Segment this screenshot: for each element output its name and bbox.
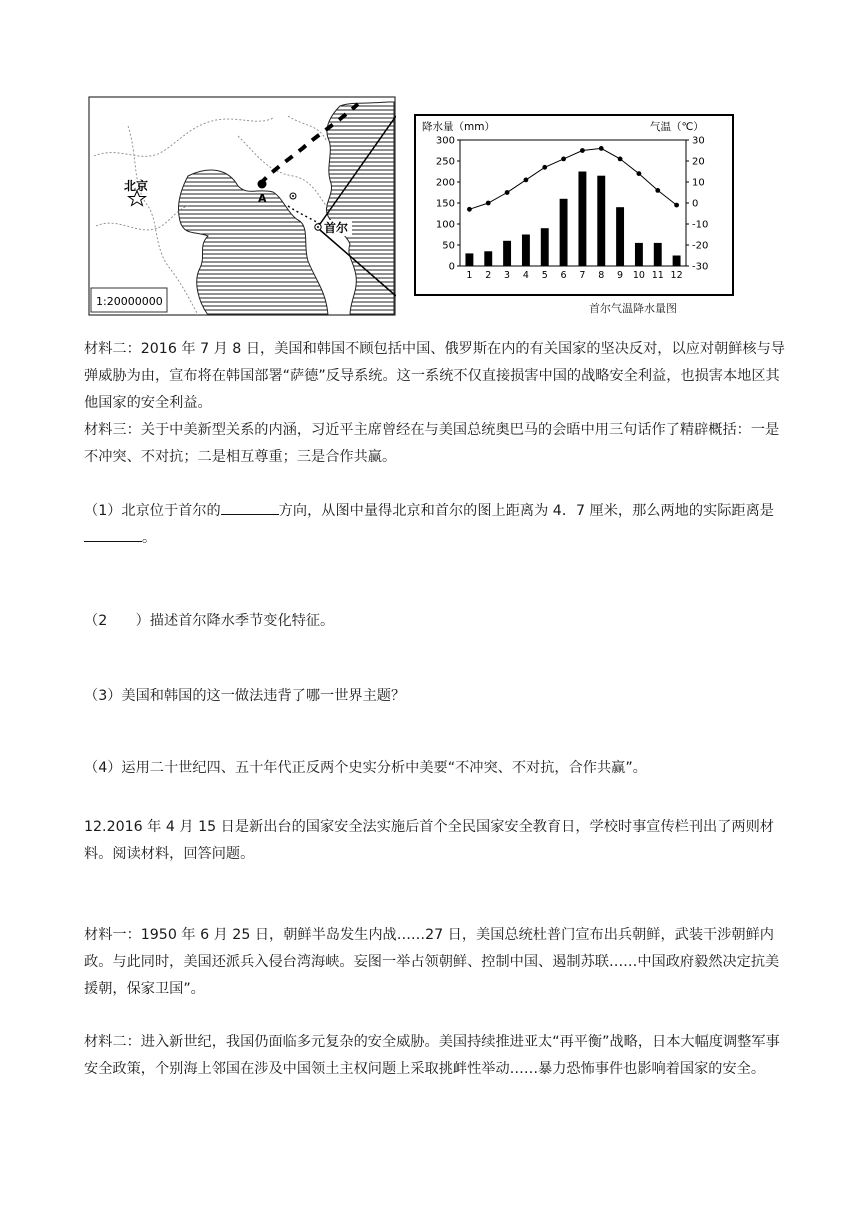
- x-tick-label: 12: [670, 270, 683, 281]
- answer-blank-direction[interactable]: [221, 513, 279, 515]
- exam-figure: [88, 96, 788, 326]
- region-map: [88, 96, 396, 316]
- chart-y2label: 气温（℃）: [650, 121, 704, 133]
- question-4: （4）运用二十世纪四、五十年代正反两个史实分析中美要“不冲突、不对抗，合作共赢”。: [84, 760, 647, 776]
- x-tick-label: 9: [617, 270, 624, 281]
- y2-tick-label: 10: [692, 177, 705, 189]
- y2-tick-label: -20: [692, 240, 709, 252]
- y2-tick-label: -30: [692, 261, 709, 273]
- question-1: [84, 498, 788, 552]
- material-2-paragraph: 材料二：2016 年 7 月 8 日，美国和韩国不顾包括中国、俄罗斯在内的有关国家的坚决反对，以应对朝鲜核与导弹威胁为由，宣布将在韩国部署“萨德”反导系统。这一系统不仅直接损害中国的战略安全利益，也损害本地区其他国家的安全利益。: [84, 341, 785, 411]
- precipitation-bar: [597, 176, 605, 266]
- precipitation-bar: [465, 253, 473, 266]
- material-3-paragraph: 材料三：关于中美新型关系的内涵，习近平主席曾经在与美国总统奥巴马的会晤中用三句话作了精辟概括：一是不冲突、不对抗；二是相互尊重；三是合作共赢。: [84, 422, 780, 465]
- label-beijing: 北京: [124, 179, 149, 193]
- precipitation-bar: [560, 199, 568, 266]
- y-tick-label: 100: [435, 219, 455, 231]
- x-tick-label: 11: [651, 270, 664, 281]
- precipitation-bar: [522, 235, 530, 267]
- temperature-point: [674, 203, 679, 208]
- temperature-point: [524, 178, 529, 183]
- x-tick-label: 3: [504, 270, 511, 281]
- y-tick-label: 0: [448, 261, 455, 273]
- temperature-point: [637, 171, 642, 176]
- temperature-point: [467, 207, 472, 212]
- material-2b-paragraph: 材料二：进入新世纪，我国仍面临多元复杂的安全威胁。美国持续推进亚太“再平衡”战略，日本大幅度调整军事安全政策，个别海上邻国在涉及中国领土主权问题上采取挑衅性举动……暴力恐怖事件也影响着国家的安全。: [84, 1034, 780, 1077]
- question-1-part-b: 方向，从图中量得北京和首尔的图上距离为 4．7 厘米，那么两地的实际距离是: [278, 503, 774, 519]
- label-seoul: 首尔: [324, 221, 349, 235]
- precipitation-bar: [673, 256, 681, 267]
- point-a-dot: [258, 180, 267, 189]
- temperature-point: [618, 157, 623, 162]
- y-tick-label: 150: [435, 198, 455, 210]
- question-3: （3）美国和韩国的这一做法违背了哪一世界主题？: [84, 688, 406, 704]
- y2-tick-label: 0: [692, 198, 699, 210]
- precipitation-bar: [654, 243, 662, 266]
- temperature-point: [599, 146, 604, 151]
- chart-ylabel: 降水量（mm）: [422, 121, 495, 133]
- label-a: A: [258, 192, 267, 205]
- x-tick-label: 2: [485, 270, 492, 281]
- map-scale: 1:20000000: [96, 295, 163, 308]
- precipitation-bar: [635, 243, 643, 266]
- question-2: （2 ）描述首尔降水季节变化特征。: [84, 613, 335, 629]
- temperature-point: [561, 157, 566, 162]
- answer-blank-distance[interactable]: [84, 540, 142, 542]
- precipitation-bar: [578, 172, 586, 267]
- material-1-paragraph: 材料一：1950 年 6 月 25 日，朝鲜半岛发生内战……27 日，美国总统杜普门宣布出兵朝鲜，武装干涉朝鲜内政。与此同时，美国还派兵入侵台湾海峡。妄图一举占领朝鲜、控制中国、遏制苏联……中国政府毅然决定抗美援朝，保家卫国”。: [84, 927, 780, 997]
- question-1-part-c: 。: [142, 530, 157, 546]
- x-tick-label: 5: [541, 270, 548, 281]
- precipitation-bar: [484, 251, 492, 266]
- y2-tick-label: 20: [692, 156, 705, 168]
- question-1-part-a: （1）北京位于首尔的: [84, 503, 221, 519]
- x-tick-label: 4: [522, 270, 529, 281]
- x-tick-label: 1: [466, 270, 473, 281]
- precipitation-bar: [503, 241, 511, 266]
- temperature-point: [542, 165, 547, 170]
- question-12-intro: 12.2016 年 4 月 15 日是新出台的国家安全法实施后首个全民国家安全教育日，学校时事宣传栏刊出了两则材料。阅读材料，回答问题。: [84, 819, 774, 862]
- temperature-point: [655, 188, 660, 193]
- precipitation-bar: [616, 207, 624, 266]
- chart-title: 首尔气温降水量图: [589, 302, 677, 315]
- y-tick-label: 250: [435, 156, 455, 168]
- temperature-point: [486, 201, 491, 206]
- climate-chart: [414, 114, 734, 296]
- temperature-point: [580, 148, 585, 153]
- y-tick-label: 50: [442, 240, 455, 252]
- precipitation-bar: [541, 228, 549, 266]
- x-tick-label: 7: [579, 270, 586, 281]
- y2-tick-label: -10: [692, 219, 709, 231]
- temperature-point: [505, 190, 510, 195]
- y-tick-label: 200: [435, 177, 455, 189]
- x-tick-label: 8: [598, 270, 605, 281]
- x-tick-label: 6: [560, 270, 567, 281]
- x-tick-label: 10: [632, 270, 645, 281]
- y-tick-label: 300: [435, 135, 455, 147]
- y2-tick-label: 30: [692, 135, 705, 147]
